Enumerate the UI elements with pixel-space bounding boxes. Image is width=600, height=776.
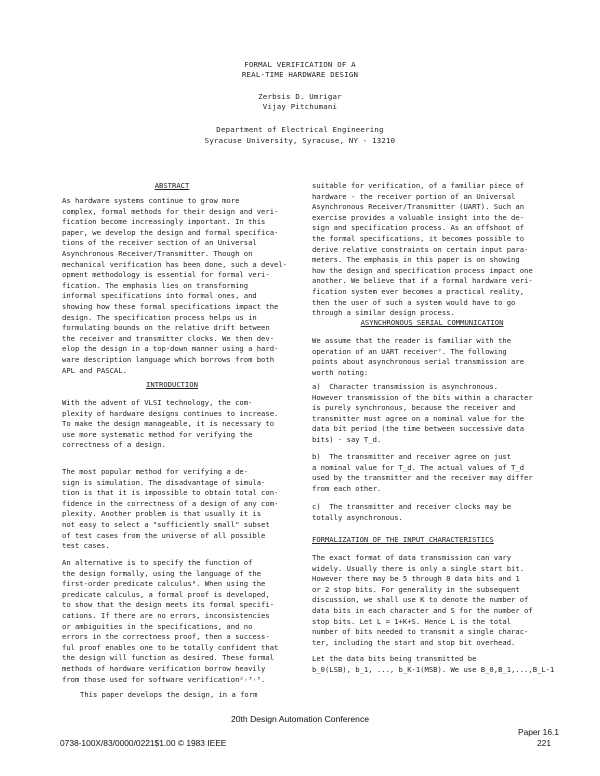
formalization-paragraph: Let the data bits being transmitted be b_0(LSB), b_1, ..., b_K-1(MSB). We use B_0,B_1,...,B_L-1 — [312, 654, 555, 674]
introduction-paragraph: An alternative is to specify the function of the design formally, using the language of the first-order predicate calculus⁶. When using the predicate calculus, a formal proof is developed, to show that the design meets its formal specifi- cations. If there are no errors, inconsistencies or ambiguities in the specifications, and no errors in the correctness proof, then a success- ful proof enables one to be totally confident that the design will function as desired. These formal methods of hardware verification borrow heavily from those used for software verification²˒³˒⁵. — [62, 558, 279, 684]
abstract-heading: ABSTRACT — [154, 181, 190, 190]
list-item-b: b) The transmitter and receiver agree on just a nominal value for T_d. The actual values of T_d used by the transmitter and the receiver may differ from each other. — [312, 452, 533, 493]
introduction-paragraph: The most popular method for verifying a de- sign is simulation. The disadvantage of simula- tion is that it is impossible to obtain total con- fidence in the correctness of a design of any com- plexity. Another problem is that usually it is not easy to select a "sufficiently small" subset of test cases from the universe of all possible test cases. — [62, 467, 279, 551]
list-item-a: a) Character transmission is asynchronous. However transmission of the bits within a character is purely synchronous, because the receiver and transmitter must agree on a nominal value for the data bit period (the time between successive data bits) - say T_d. — [312, 382, 533, 444]
author-name: Vijay Pitchumani — [262, 102, 338, 111]
async-paragraph: We assume that the reader is familiar with the operation of an UART receiver⁷. The following points about asynchronous serial transmission are worth noting: — [312, 336, 525, 377]
page-number: 221 — [537, 738, 551, 748]
introduction-heading: INTRODUCTION — [146, 380, 198, 389]
affiliation-department: Department of Electrical Engineering — [216, 125, 384, 134]
paper-number: Paper 16.1 — [518, 727, 559, 737]
paper-title-line-1: FORMAL VERIFICATION OF A — [244, 60, 356, 69]
body-paragraph: suitable for verification, of a familiar piece of hardware - the receiver portion of an Universal Asynchronous Receiver/Transmitter (UART). Such an exercise provides a valuable insight into the de- sign and specification process. As an offshoot of the formal specifications, it becomes possible to derive relative constraints on certain input para- meters. The emphasis in this paper is on showing how the design and specification process impact one another. We believe that if a formal hardware veri- fication system ever becomes a practical reality, then the user of such a system would have to go through a similar design process. — [312, 181, 533, 318]
introduction-paragraph: This paper develops the design, in a form — [80, 690, 258, 699]
author-name: Zerbsis D. Umrigar — [258, 92, 342, 101]
conference-name: 20th Design Automation Conference — [230, 714, 370, 724]
list-item-c: c) The transmitter and receiver clocks may be totally asynchronous. — [312, 502, 512, 522]
paper-title-line-2: REAL-TIME HARDWARE DESIGN — [241, 70, 359, 79]
introduction-paragraph: With the advent of VLSI technology, the com- plexity of hardware designs continues to increase. To make the design manageable, it is necessary to use more systematic method for verifying the correctness of a design. — [62, 398, 279, 450]
copyright-line: 0738-100X/83/0000/0221$1.00 © 1983 IEEE — [60, 738, 227, 748]
abstract-text: As hardware systems continue to grow more complex, formal methods for their design and veri- fication become increasingly important. In this paper, we develop the design and formal specifica- tions of the receiver section of an Universal Asynchronous Receiver/Transmitter. Though on mechanical verification has been done, such a devel- opment methodology is essential for formal veri- fication. The emphasis lies on transforming informal specifications into formal ones, and showing how these formal specifications impact the design. The specification process helps us in formulating bounds on the relative drift between the receiver and transmitter clocks. We then dev- elop the design in a top-down manner using a hard- ware description language which borrows from both APL and PASCAL. — [62, 196, 288, 375]
section-heading-formalization: FORMALIZATION OF THE INPUT CHARACTERISTICS — [312, 535, 494, 544]
section-heading-async: ASYNCHRONOUS SERIAL COMMUNICATION — [360, 318, 504, 327]
affiliation-university: Syracuse University, Syracuse, NY - 13210 — [204, 136, 396, 145]
formalization-paragraph: The exact format of data transmission can vary widely. Usually there is only a single start bit. However there may be 5 through 8 data bits and 1 or 2 stop bits. For generality in the subsequent discussion, we shall use K to denote the number of data bits in each character and S for the number of stop bits. Let L = 1+K+S. Hence L is the total number of bits needed to transmit a single charac- ter, including the start and stop bit overhead. — [312, 553, 533, 647]
